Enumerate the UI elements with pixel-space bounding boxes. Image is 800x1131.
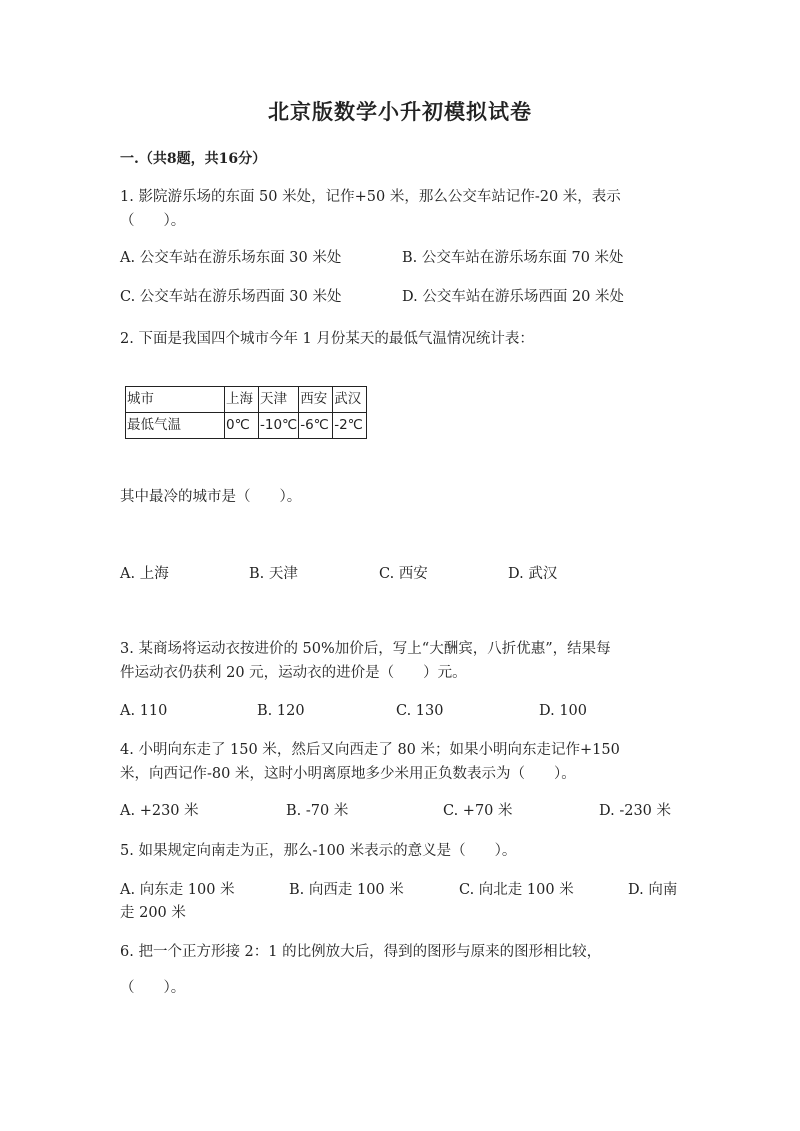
q2-option-c: C. 西安 xyxy=(379,566,428,582)
q1-option-a: A. 公交车站在游乐场东面 30 米处 xyxy=(120,250,342,266)
q3-text-line1: 3. 某商场将运动衣按进价的 50%加价后，写上“大酬宾，八折优惠”，结果每 xyxy=(120,641,611,657)
table-cell: 天津 xyxy=(259,387,299,413)
table-row xyxy=(126,387,367,413)
q3-text-line2: 件运动衣仍获利 20 元，运动衣的进价是（ ）元。 xyxy=(120,665,467,681)
q5-option-b: B. 向西走 100 米 xyxy=(289,882,404,898)
q3-option-d: D. 100 xyxy=(539,703,588,719)
q1-text-line1: 1. 影院游乐场的东面 50 米处，记作+50 米，那么公交车站记作-20 米，表示 xyxy=(120,189,621,205)
q4-text-line2: 米，向西记作-80 米，这时小明离原地多少米用正负数表示为（ ）。 xyxy=(120,766,576,782)
q1-option-c: C. 公交车站在游乐场西面 30 米处 xyxy=(120,289,342,305)
q6-text-line2: （ ）。 xyxy=(120,980,186,996)
q4-option-d: D. -230 米 xyxy=(599,803,672,819)
q5-option-d-wrap: 走 200 米 xyxy=(120,905,186,921)
table-cell: 最低气温 xyxy=(126,413,225,439)
q4-option-b: B. -70 米 xyxy=(286,803,349,819)
q4-option-c: C. +70 米 xyxy=(443,803,513,819)
section-heading: 一.（共8题，共16分） xyxy=(120,151,267,167)
table-cell: 西安 xyxy=(299,387,333,413)
q2-option-a: A. 上海 xyxy=(120,566,169,582)
q2-question: 其中最冷的城市是（ ）。 xyxy=(120,489,302,505)
q5-option-c: C. 向北走 100 米 xyxy=(459,882,574,898)
q3-option-b: B. 120 xyxy=(257,703,305,719)
q6-text-line1: 6. 把一个正方形接 2：1 的比例放大后，得到的图形与原来的图形相比较， xyxy=(120,944,602,960)
q1-text-line2: （ ）。 xyxy=(120,213,186,229)
q5-option-d: D. 向南 xyxy=(628,882,678,898)
q4-option-a: A. +230 米 xyxy=(120,803,199,819)
temperature-table xyxy=(125,386,367,439)
q5-text: 5. 如果规定向南走为正，那么-100 米表示的意义是（ ）。 xyxy=(120,843,517,859)
table-cell: -10℃ xyxy=(259,413,299,439)
q1-option-d: D. 公交车站在游乐场西面 20 米处 xyxy=(402,289,624,305)
q4-text-line1: 4. 小明向东走了 150 米，然后又向西走了 80 米；如果小明向东走记作+150 xyxy=(120,742,620,758)
table-cell: 上海 xyxy=(225,387,259,413)
q3-option-a: A. 110 xyxy=(120,703,168,719)
q2-text: 2. 下面是我国四个城市今年 1 月份某天的最低气温情况统计表： xyxy=(120,331,534,347)
table-cell: 武汉 xyxy=(333,387,367,413)
table-cell: -2℃ xyxy=(333,413,367,439)
page-title: 北京版数学小升初模拟试卷 xyxy=(268,99,532,124)
q3-option-c: C. 130 xyxy=(396,703,444,719)
table-cell: 城市 xyxy=(126,387,225,413)
q5-option-a: A. 向东走 100 米 xyxy=(120,882,235,898)
table-cell: 0℃ xyxy=(225,413,259,439)
q2-option-b: B. 天津 xyxy=(249,566,298,582)
q2-option-d: D. 武汉 xyxy=(508,566,558,582)
table-cell: -6℃ xyxy=(299,413,333,439)
q1-option-b: B. 公交车站在游乐场东面 70 米处 xyxy=(402,250,624,266)
table-row xyxy=(126,413,367,439)
